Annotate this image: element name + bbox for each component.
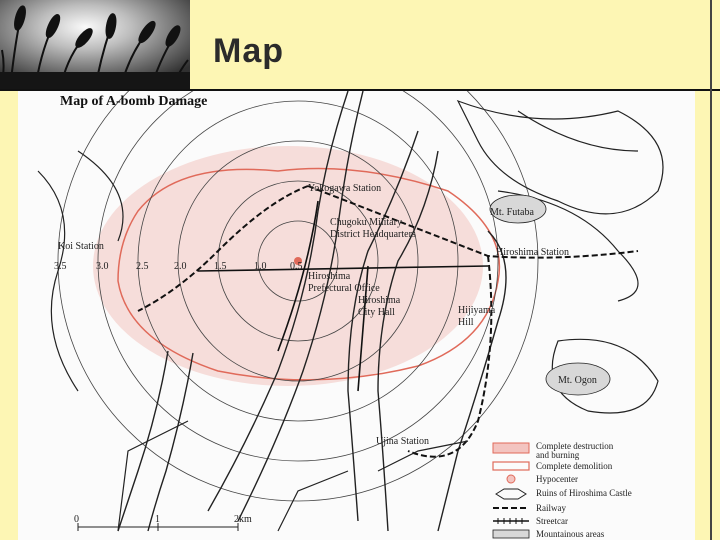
legend-castle: Ruins of Hiroshima Castle (536, 488, 632, 498)
label-yokogawa-station: Yokogawa Station (308, 183, 382, 194)
tick-3-5: 3.5 (54, 261, 67, 272)
distance-tick-labels (54, 261, 303, 272)
map-title: Map of A-bomb Damage (60, 94, 208, 109)
tick-0-5: 0.5 (290, 261, 303, 272)
legend-castle-icon (496, 489, 526, 499)
label-chugoku-2: District Headquarters (330, 229, 416, 240)
scale-label-1: 1 (155, 514, 160, 525)
legend-hypocenter-icon (507, 475, 515, 483)
tick-2-0: 2.0 (174, 261, 187, 272)
damage-map (18, 91, 695, 540)
legend-demolition: Complete demolition (536, 461, 613, 471)
tick-1-5: 1.5 (214, 261, 227, 272)
legend-swatch-destruction (493, 443, 529, 453)
scale-label-0: 0 (74, 514, 79, 525)
legend-swatch-demolition (493, 462, 529, 470)
legend-destruction-1: Complete destruction (536, 441, 614, 451)
wheat-field-photo (0, 0, 190, 90)
damage-map-drawing (18, 91, 695, 540)
legend-streetcar: Streetcar (536, 516, 568, 526)
label-koi-station: Koi Station (58, 241, 104, 252)
slide-title: Map (213, 32, 284, 70)
label-ujina-station: Ujina Station (376, 436, 430, 447)
legend-destruction-2: and burning (536, 450, 580, 460)
label-hijiyama-1: Hijiyama (458, 305, 496, 316)
legend-railway: Railway (536, 503, 566, 513)
tick-1-0: 1.0 (254, 261, 267, 272)
label-chugoku-1: Chugoku Military (330, 217, 402, 228)
scale-bar (74, 514, 252, 531)
label-city-hall-1: Hiroshima (358, 295, 401, 306)
right-border-line (710, 0, 712, 540)
legend-mountains: Mountainous areas (536, 529, 605, 539)
legend-hypocenter: Hypocenter (536, 474, 578, 484)
label-hiroshima-station: Hiroshima Station (496, 247, 570, 258)
left-margin (0, 91, 18, 540)
label-mt-futaba: Mt. Futaba (490, 207, 534, 218)
label-mt-ogon: Mt. Ogon (558, 375, 597, 386)
label-prefectural-1: Hiroshima (308, 271, 351, 282)
label-prefectural-2: Prefectural Office (308, 283, 380, 294)
tick-2-5: 2.5 (136, 261, 149, 272)
tick-3-0: 3.0 (96, 261, 109, 272)
map-legend (493, 441, 632, 539)
label-hijiyama-2: Hill (458, 317, 474, 328)
label-city-hall-2: City Hall (358, 307, 395, 318)
scale-label-2km: 2km (234, 514, 252, 525)
legend-swatch-mountains (493, 530, 529, 538)
